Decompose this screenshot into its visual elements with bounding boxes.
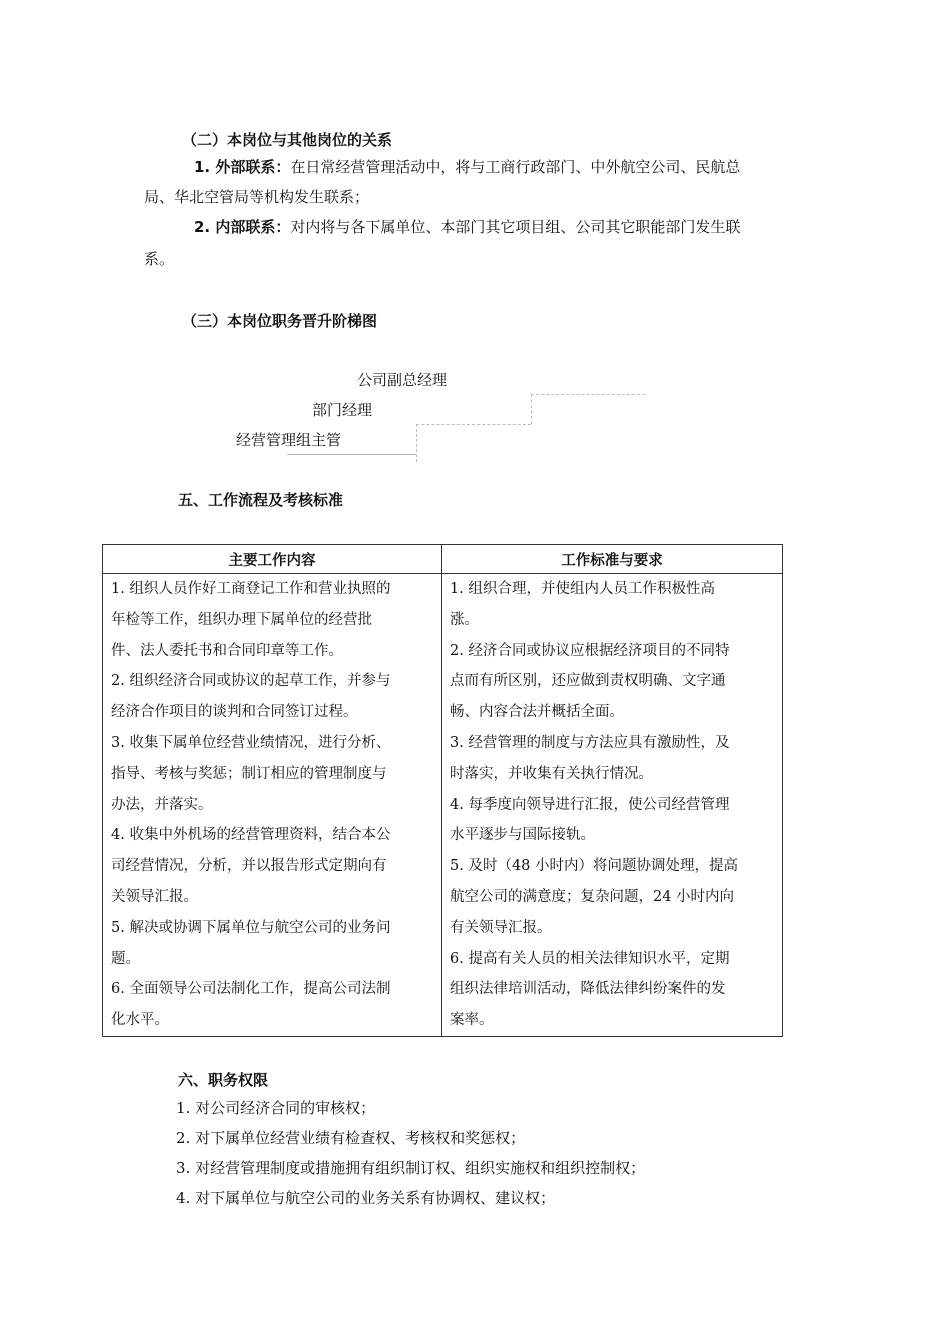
internal-relations-line2: 系。 bbox=[144, 250, 175, 268]
main-work-line: 5. 解决或协调下属单位与航空公司的业务问 bbox=[111, 919, 391, 936]
ladder-riser-lower bbox=[416, 424, 417, 462]
standards-line: 2. 经济合同或协议应根据经济项目的不同特 bbox=[450, 642, 730, 659]
main-work-line: 6. 全面领导公司法制化工作，提高公司法制 bbox=[111, 981, 391, 998]
standards-line: 航空公司的满意度；复杂问题，24 小时内向 bbox=[450, 888, 735, 905]
ladder-level-top: 公司副总经理 bbox=[357, 371, 448, 389]
external-relations-label: 1. 外部联系： bbox=[194, 158, 291, 176]
main-work-line: 件、法人委托书和合同印章等工作。 bbox=[111, 642, 343, 659]
internal-relations-line1 bbox=[194, 212, 740, 242]
authority-item: 2. 对下属单位经营业绩有检查权、考核权和奖惩权； bbox=[176, 1129, 526, 1147]
ladder-riser-upper bbox=[531, 394, 532, 424]
authority-item: 1. 对公司经济合同的审核权； bbox=[176, 1099, 376, 1117]
standards-line: 畅、内容合法并概括全面。 bbox=[450, 704, 624, 721]
ladder-level-bottom: 经营管理组主管 bbox=[236, 431, 342, 449]
relations-heading: （二）本岗位与其他岗位的关系 bbox=[182, 131, 393, 149]
standards-line: 5. 及时（48 小时内）将问题协调处理，提高 bbox=[450, 858, 739, 875]
main-work-line: 题。 bbox=[111, 950, 140, 967]
main-work-line: 司经营情况，分析，并以报告形式定期向有 bbox=[111, 858, 387, 875]
internal-relations-text1: 对内将与各下属单位、本部门其它项目组、公司其它职能部门发生联 bbox=[290, 218, 741, 236]
main-work-line: 3. 收集下属单位经营业绩情况，进行分析、 bbox=[111, 734, 391, 751]
standards-line: 3. 经营管理的制度与方法应具有激励性，及 bbox=[450, 734, 730, 751]
main-work-line: 化水平。 bbox=[111, 1012, 169, 1029]
main-work-line: 1. 组织人员作好工商登记工作和营业执照的 bbox=[111, 581, 391, 597]
authority-heading: 六、职务权限 bbox=[178, 1071, 269, 1089]
external-relations-line2: 局、华北空管局等机构发生联系； bbox=[144, 188, 370, 206]
main-work-line: 年检等工作，组织办理下属单位的经营批 bbox=[111, 611, 372, 628]
standards-line: 点而有所区别，还应做到责权明确、文字通 bbox=[450, 673, 726, 690]
standards-cell bbox=[442, 574, 783, 1037]
ladder-heading: （三）本岗位职务晋升阶梯图 bbox=[182, 312, 378, 330]
main-work-line: 办法，并落实。 bbox=[111, 796, 213, 813]
main-work-line: 经济合作项目的谈判和合同签订过程。 bbox=[111, 704, 358, 721]
standards-line: 1. 组织合理，并使组内人员工作积极性高 bbox=[450, 581, 715, 597]
ladder-step-middle-line bbox=[416, 424, 531, 425]
standards-line: 有关领导汇报。 bbox=[450, 919, 552, 936]
standards-line: 组织法律培训活动，降低法律纠纷案件的发 bbox=[450, 981, 726, 998]
main-work-line: 关领导汇报。 bbox=[111, 888, 198, 905]
workflow-heading: 五、工作流程及考核标准 bbox=[178, 491, 344, 509]
main-work-cell bbox=[103, 574, 442, 1037]
authority-item: 3. 对经营管理制度或措施拥有组织制订权、组织实施权和组织控制权； bbox=[176, 1159, 646, 1177]
ladder-level-middle: 部门经理 bbox=[312, 401, 373, 419]
ladder-step-bottom-line bbox=[287, 454, 417, 455]
table-header-standards: 工作标准与要求 bbox=[442, 545, 783, 574]
main-work-line: 指导、考核与奖惩；制订相应的管理制度与 bbox=[111, 765, 387, 782]
main-work-line: 2. 组织经济合同或协议的起草工作，并参与 bbox=[111, 673, 391, 690]
standards-line: 6. 提高有关人员的相关法律知识水平，定期 bbox=[450, 950, 730, 967]
standards-line: 时落实，并收集有关执行情况。 bbox=[450, 765, 653, 782]
ladder-step-top-line bbox=[531, 394, 645, 395]
table-header-row bbox=[103, 545, 783, 574]
table-row bbox=[103, 574, 783, 1037]
standards-line: 涨。 bbox=[450, 611, 479, 628]
standards-line: 4. 每季度向领导进行汇报，使公司经营管理 bbox=[450, 796, 730, 813]
table-header-main-work: 主要工作内容 bbox=[103, 545, 442, 574]
main-work-line: 4. 收集中外机场的经营管理资料，结合本公 bbox=[111, 827, 391, 844]
standards-line: 案率。 bbox=[450, 1012, 494, 1029]
external-relations-text1: 在日常经营管理活动中，将与工商行政部门、中外航空公司、民航总 bbox=[290, 158, 741, 176]
authority-item: 4. 对下属单位与航空公司的业务关系有协调权、建议权； bbox=[176, 1189, 556, 1207]
internal-relations-label: 2. 内部联系： bbox=[194, 218, 291, 236]
external-relations-line1 bbox=[194, 152, 740, 182]
workflow-table bbox=[102, 544, 783, 1037]
standards-line: 水平逐步与国际接轨。 bbox=[450, 827, 595, 844]
